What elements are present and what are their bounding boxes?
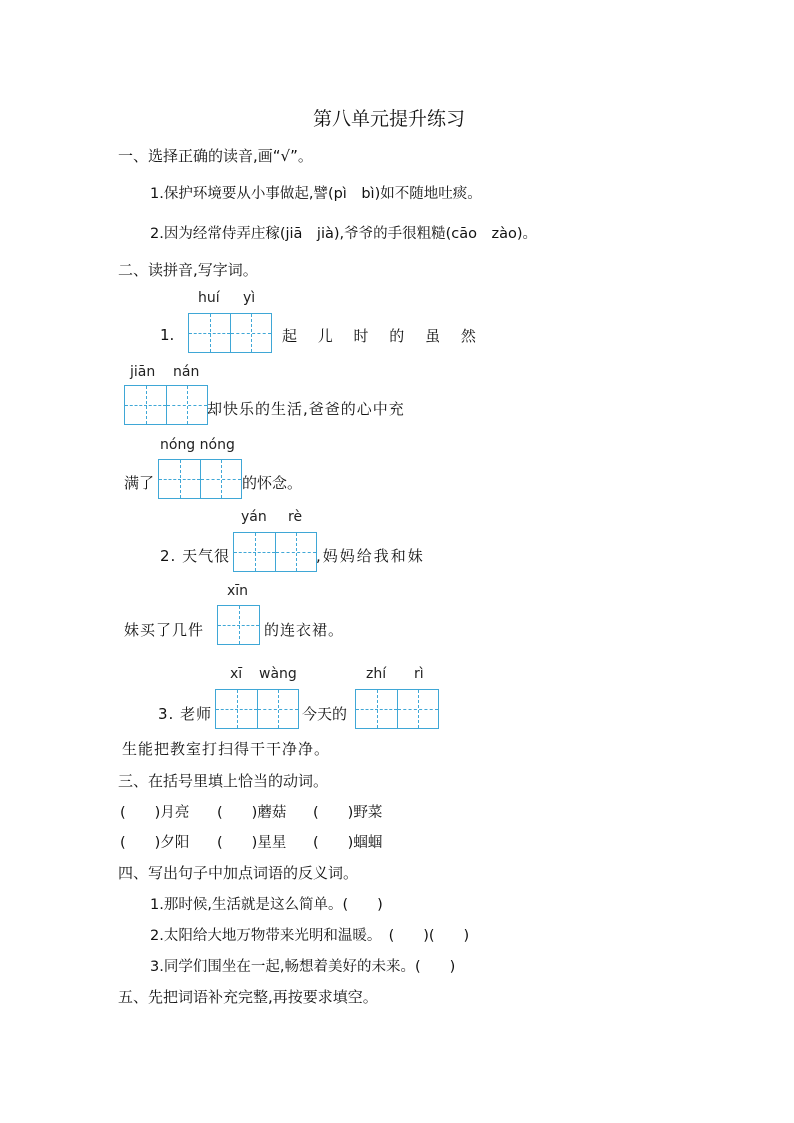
writing-grid-jiannan[interactable] — [124, 385, 208, 425]
pinyin-ri: rì — [414, 666, 424, 682]
pinyin-jian: jiān — [130, 364, 156, 380]
s2-q1-text-b: 却快乐的生活,爸爸的心中充 — [207, 400, 405, 418]
s3-blank-sunset[interactable]: ( )夕阳 — [120, 835, 190, 851]
s2-q2-text-a: ,妈妈给我和妹 — [316, 547, 425, 565]
page-title: 第八单元提升练习 — [313, 108, 466, 130]
s2-q3-middle: 今天的 — [302, 705, 348, 723]
s3-blank-stars[interactable]: ( )星星 — [217, 835, 287, 851]
writing-grid-xin[interactable] — [217, 605, 260, 645]
pinyin-yan: yán — [241, 509, 267, 525]
pinyin-wang: wàng — [259, 666, 297, 682]
section-4-heading: 四、写出句子中加点词语的反义词。 — [118, 864, 359, 882]
pinyin-nan: nán — [173, 364, 200, 380]
s4-question-1: 1.那时候,生活就是这么简单。( ) — [150, 897, 383, 913]
section-5-heading: 五、先把词语补充完整,再按要求填空。 — [118, 988, 378, 1006]
s2-q3-line2: 生能把教室打扫得干干净净。 — [122, 740, 331, 758]
pinyin-xi: xī — [230, 666, 243, 682]
pinyin-nongnong: nóng nóng — [160, 437, 235, 453]
pinyin-re: rè — [288, 509, 303, 525]
section-1-heading: 一、选择正确的读音,画“√”。 — [118, 147, 313, 165]
s4-question-3: 3.同学们围坐在一起,畅想着美好的未来。( ) — [150, 959, 456, 975]
s2-q2-text-b-before: 妹买了几件 — [124, 621, 205, 639]
writing-cell[interactable] — [216, 690, 257, 728]
writing-cell[interactable] — [159, 460, 200, 498]
s1-question-1: 1.保护环境要从小事做起,譬(pì bì)如不随地吐痰。 — [150, 186, 482, 202]
writing-grid-zhiri[interactable] — [355, 689, 439, 729]
writing-cell[interactable] — [234, 533, 275, 571]
s4-question-2: 2.太阳给大地万物带来光明和温暖。 ( )( ) — [150, 928, 470, 944]
section-2-heading: 二、读拼音,写字词。 — [118, 261, 258, 279]
writing-grid-yanre[interactable] — [233, 532, 317, 572]
writing-cell[interactable] — [166, 386, 207, 424]
writing-cell[interactable] — [200, 460, 241, 498]
s2-q1-text-c-after: 的怀念。 — [242, 474, 303, 492]
writing-cell[interactable] — [275, 533, 316, 571]
s2-q1-text-c-before: 满了 — [124, 474, 155, 492]
pinyin-yi: yì — [243, 290, 256, 306]
writing-cell[interactable] — [125, 386, 166, 424]
s3-blank-moon[interactable]: ( )月亮 — [120, 805, 190, 821]
writing-cell[interactable] — [189, 314, 230, 352]
s2-q1-number: 1. — [160, 326, 175, 344]
writing-grid-xiwang[interactable] — [215, 689, 299, 729]
s2-q2-text-b-after: 的连衣裙。 — [264, 621, 345, 639]
writing-grid-nongnong[interactable] — [158, 459, 242, 499]
s3-blank-wild-vegetable[interactable]: ( )野菜 — [313, 805, 383, 821]
s1-question-2: 2.因为经常侍弄庄稼(jiā jià),爷爷的手很粗糙(cāo zào)。 — [150, 226, 538, 242]
section-3-heading: 三、在括号里填上恰当的动词。 — [118, 772, 329, 790]
pinyin-hui: huí — [198, 290, 220, 306]
s3-blank-katydid[interactable]: ( )蝈蝈 — [313, 835, 383, 851]
writing-grid-huiyi[interactable] — [188, 313, 272, 353]
s2-q3-prefix: 3. 老师 — [158, 705, 213, 723]
writing-cell[interactable] — [218, 606, 259, 644]
writing-cell[interactable] — [356, 690, 397, 728]
writing-cell[interactable] — [230, 314, 271, 352]
pinyin-zhi: zhí — [366, 666, 387, 682]
writing-cell[interactable] — [257, 690, 298, 728]
s2-q1-text-a: 起 儿 时 的 虽 然 — [282, 327, 484, 345]
pinyin-xin: xīn — [227, 583, 249, 599]
s2-q2-prefix: 2. 天气很 — [160, 547, 231, 565]
s3-blank-mushroom[interactable]: ( )蘑菇 — [217, 805, 287, 821]
writing-cell[interactable] — [397, 690, 438, 728]
